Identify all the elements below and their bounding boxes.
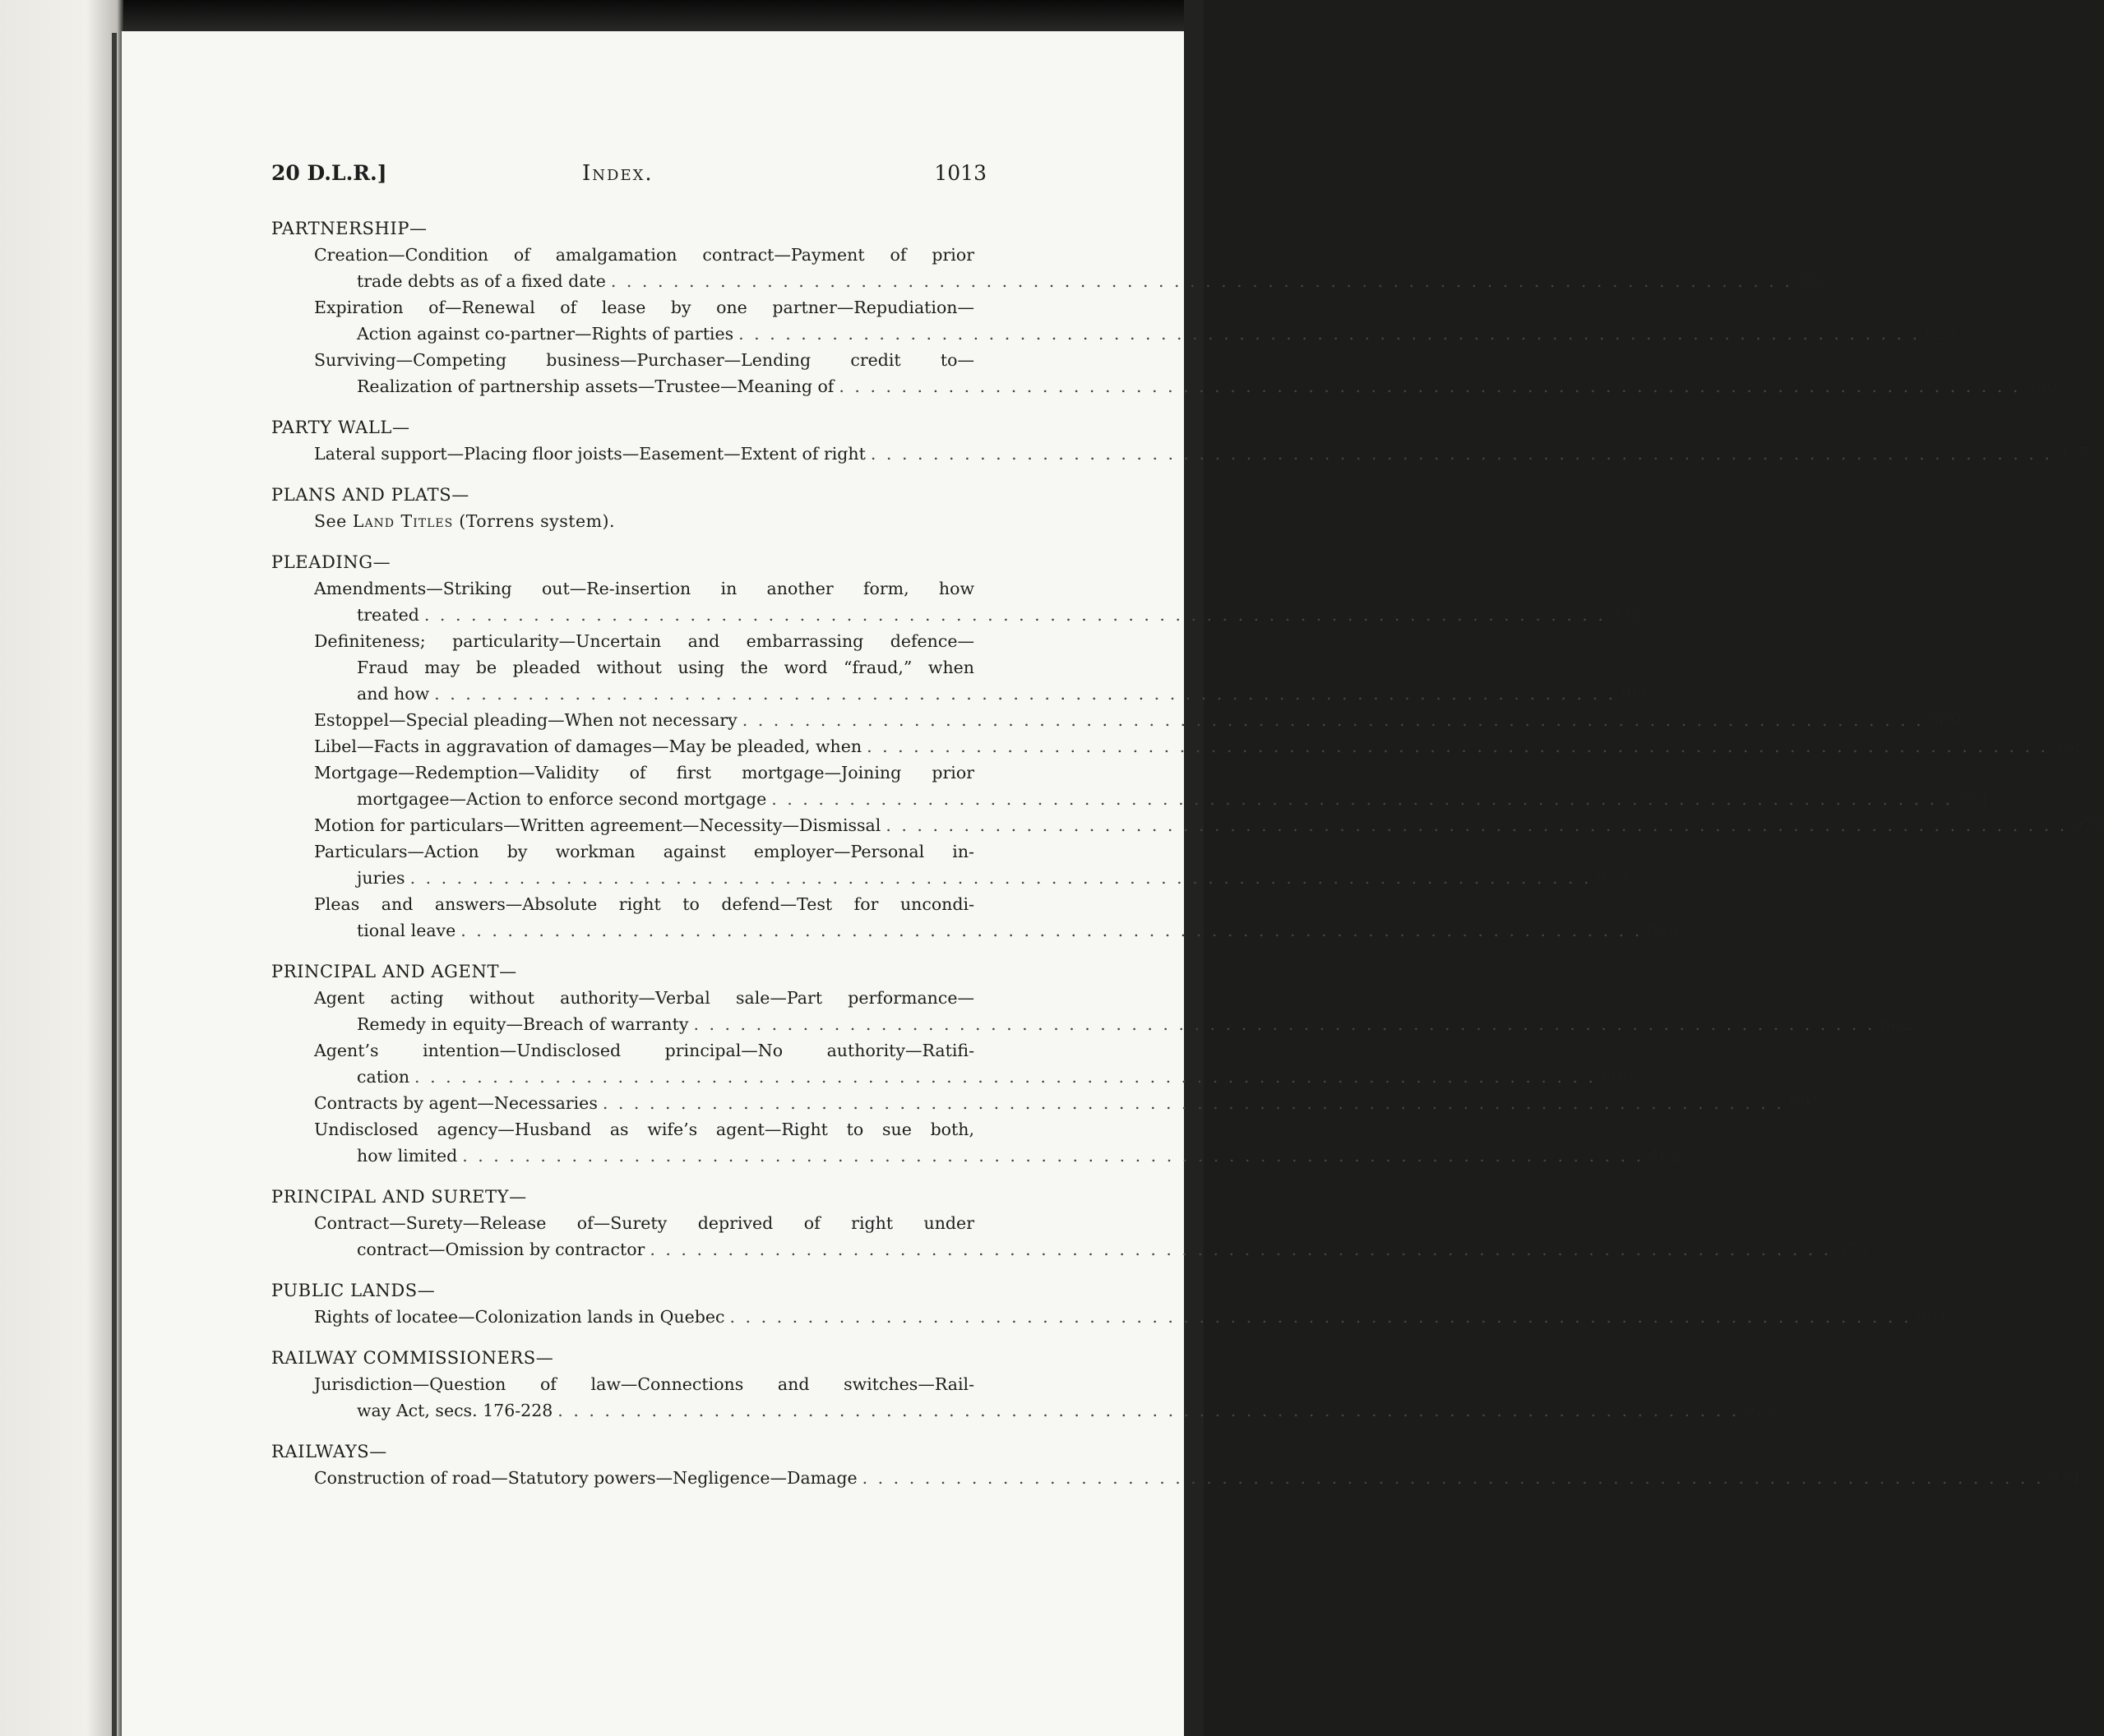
index-entry bbox=[271, 707, 1961, 733]
index-entry bbox=[271, 760, 1991, 812]
index-entry bbox=[271, 628, 1653, 707]
entry-text: Contracts by agent—Necessaries bbox=[314, 1093, 598, 1113]
entry-text: contract—Omission by contractor bbox=[357, 1240, 645, 1259]
entry-text: Lateral support—Placing floor joists—Easement—Extent of right bbox=[314, 444, 866, 464]
dot-leader: . . . . . . . . . . . . . . . . . . . . . . . . . . . . . . . . . . . . . . . . . . . . . . . . . . . . . . . . . . . . . . . . . . . . . . . . . . . . bbox=[738, 324, 1921, 344]
see-prefix: See bbox=[314, 511, 353, 531]
index-entry bbox=[271, 1465, 2081, 1491]
section-heading: PRINCIPAL AND AGENT— bbox=[271, 962, 517, 981]
entry-line: Jurisdiction—Question of law—Connections and switches—Rail- bbox=[314, 1374, 974, 1394]
entry-line: Pleas and answers—Absolute right to defend—Test for uncondi- bbox=[314, 894, 974, 914]
binding-gutter bbox=[112, 33, 117, 1736]
entry-text: Rights of locatee—Colonization lands in Quebec bbox=[314, 1307, 725, 1327]
entry-text: how limited bbox=[357, 1146, 458, 1166]
entry-text: Construction of road—Statutory powers—Negligence—Damage bbox=[314, 1468, 858, 1488]
index-section bbox=[271, 414, 2089, 467]
entry-page-number: 609 bbox=[1601, 1067, 1634, 1087]
entry-page-number: 977 bbox=[2056, 444, 2089, 464]
index-entry bbox=[271, 1037, 1634, 1090]
dot-leader: . . . . . . . . . . . . . . . . . . . . . . . . . . . . . . . . . . . . . . . . . . . . . . . . . . . . . . . . . . . . . . . . . . . . . . . . . . . . bbox=[870, 444, 2052, 464]
entry-page-number: 979 bbox=[1596, 868, 1629, 888]
see-target: Land Titles bbox=[352, 511, 454, 531]
index-content bbox=[271, 215, 2104, 1506]
index-entry bbox=[271, 1371, 1777, 1424]
index-section bbox=[271, 1345, 1777, 1424]
dot-leader: . . . . . . . . . . . . . . . . . . . . . . . . . . . . . . . . . . . . . . . . . . . . . . . . . . . . . . . . . . . . . . . . . . . . . . . . . . . . bbox=[434, 684, 1616, 704]
index-entry bbox=[271, 575, 1644, 628]
entry-text: mortgagee—Action to enforce second mortgage bbox=[357, 789, 767, 809]
entry-line: Expiration of—Renewal of lease by one partner—Repudiation— bbox=[314, 298, 974, 317]
section-heading: PRINCIPAL AND SURETY— bbox=[271, 1187, 527, 1207]
dot-leader: . . . . . . . . . . . . . . . . . . . . . . . . . . . . . . . . . . . . . . . . . . . . . . . . . . . . . . . . . . . . . . . . . . . . . . . . . . . . bbox=[729, 1307, 1912, 1327]
running-head bbox=[271, 161, 987, 194]
entry-line: Agent acting without authority—Verbal sale—Part performance— bbox=[314, 988, 974, 1008]
volume-reference: 20 D.L.R.] bbox=[271, 161, 387, 185]
dot-leader: . . . . . . . . . . . . . . . . . . . . . . . . . . . . . . . . . . . . . . . . . . . . . . . . . . . . . . . . . . . . . . . . . . . . . . . . . . . . bbox=[462, 1146, 1644, 1166]
entry-page-number: 336 bbox=[2053, 736, 2086, 756]
index-entry bbox=[271, 812, 2104, 838]
section-heading: PUBLIC LANDS— bbox=[271, 1281, 436, 1300]
index-entry bbox=[271, 347, 2058, 399]
facing-page-edge bbox=[0, 0, 123, 1736]
page-number: 1013 bbox=[934, 161, 987, 185]
index-entry bbox=[271, 1210, 1869, 1263]
entry-page-number: 991 bbox=[1916, 1307, 1949, 1327]
dot-leader: . . . . . . . . . . . . . . . . . . . . . . . . . . . . . . . . . . . . . . . . . . . . . . . . . . . . . . . . . . . . . . . . . . . . . . . . . . . . bbox=[862, 1468, 2044, 1488]
index-entry bbox=[271, 242, 1829, 294]
entry-text: cation bbox=[357, 1067, 410, 1087]
index-section bbox=[271, 482, 974, 534]
entry-line: Particulars—Action by workman against employer—Personal in- bbox=[314, 842, 974, 861]
entry-line: Agent’s intention—Undisclosed principal—No authority—Ratifi- bbox=[314, 1041, 974, 1060]
dot-leader: . . . . . . . . . . . . . . . . . . . . . . . . . . . . . . . . . . . . . . . . . . . . . . . . . . . . . . . . . . . . . . . . . . . . . . . . . . . . bbox=[557, 1401, 1740, 1420]
index-section bbox=[271, 958, 1912, 1169]
entry-text: Realization of partnership assets—Trustee—Meaning of bbox=[357, 376, 835, 396]
section-heading: PLEADING— bbox=[271, 552, 391, 572]
dot-leader: . . . . . . . . . . . . . . . . . . . . . . . . . . . . . . . . . . . . . . . . . . . . . . . . . . . . . . . . . . . . . . . . . . . . . . . . . . . . bbox=[867, 736, 2049, 756]
entry-page-number: 948 bbox=[1647, 921, 1680, 940]
index-entry bbox=[271, 441, 2089, 467]
dot-leader: . . . . . . . . . . . . . . . . . . . . . . . . . . . . . . . . . . . . . . . . . . . . . . . . . . . . . . . . . . . . . . . . . . . . . . . . . . . . bbox=[414, 1067, 1597, 1087]
dot-leader: . . . . . . . . . . . . . . . . . . . . . . . . . . . . . . . . . . . . . . . . . . . . . . . . . . . . . . . . . . . . . . . . . . . . . . . . . . . . bbox=[839, 376, 2021, 396]
section-heading: RAILWAYS— bbox=[271, 1442, 387, 1461]
entry-text: treated bbox=[357, 605, 419, 625]
section-heading: PARTY WALL— bbox=[271, 418, 410, 437]
entry-text: Motion for particulars—Written agreement—Necessity—Dismissal bbox=[314, 815, 881, 835]
entry-text: Remedy in equity—Breach of warranty bbox=[357, 1014, 689, 1034]
running-title: Index. bbox=[582, 161, 654, 186]
index-entry bbox=[271, 1090, 1821, 1116]
entry-text: trade debts as of a fixed date bbox=[357, 271, 606, 291]
entry-page-number: 834 bbox=[2048, 1468, 2081, 1488]
entry-page-number: 897 bbox=[1788, 1093, 1821, 1113]
entry-line: Contract—Surety—Release of—Surety deprived of right under bbox=[314, 1213, 974, 1233]
scan-top-shadow bbox=[0, 0, 1204, 33]
entry-line: Definiteness; particularity—Uncertain and embarrassing defence— bbox=[314, 631, 974, 651]
index-section bbox=[271, 215, 2058, 399]
entry-page-number: 980 bbox=[1796, 271, 1829, 291]
dot-leader: . . . . . . . . . . . . . . . . . . . . . . . . . . . . . . . . . . . . . . . . . . . . . . . . . . . . . . . . . . . . . . . . . . . . . . . . . . . . bbox=[409, 868, 1592, 888]
cross-reference bbox=[271, 508, 974, 534]
index-section bbox=[271, 549, 2104, 944]
entry-page-number: 336 bbox=[1610, 605, 1644, 625]
entry-page-number: 978 bbox=[2072, 815, 2104, 835]
index-section bbox=[271, 1277, 1949, 1330]
entry-page-number: 478 bbox=[1836, 1240, 1869, 1259]
dot-leader: . . . . . . . . . . . . . . . . . . . . . . . . . . . . . . . . . . . . . . . . . . . . . . . . . . . . . . . . . . . . . . . . . . . . . . . . . . . . bbox=[650, 1240, 1832, 1259]
section-heading: RAILWAY COMMISSIONERS— bbox=[271, 1348, 554, 1368]
entry-page-number: 781 bbox=[1958, 789, 1991, 809]
dot-leader: . . . . . . . . . . . . . . . . . . . . . . . . . . . . . . . . . . . . . . . . . . . . . . . . . . . . . . . . . . . . . . . . . . . . . . . . . . . . bbox=[771, 789, 1954, 809]
section-heading: PLANS AND PLATS— bbox=[271, 485, 469, 505]
entry-page-number: 966 bbox=[1621, 684, 1653, 704]
entry-text: Action against co-partner—Rights of parties bbox=[357, 324, 734, 344]
entry-page-number: 914 bbox=[1744, 1401, 1777, 1420]
dot-leader: . . . . . . . . . . . . . . . . . . . . . . . . . . . . . . . . . . . . . . . . . . . . . . . . . . . . . . . . . . . . . . . . . . . . . . . . . . . . bbox=[742, 710, 1924, 730]
dot-leader: . . . . . . . . . . . . . . . . . . . . . . . . . . . . . . . . . . . . . . . . . . . . . . . . . . . . . . . . . . . . . . . . . . . . . . . . . . . . bbox=[693, 1014, 1875, 1034]
entry-text: and how bbox=[357, 684, 430, 704]
index-section bbox=[271, 1184, 1869, 1263]
entry-text: way Act, secs. 176-228 bbox=[357, 1401, 553, 1420]
dot-leader: . . . . . . . . . . . . . . . . . . . . . . . . . . . . . . . . . . . . . . . . . . . . . . . . . . . . . . . . . . . . . . . . . . . . . . . . . . . . bbox=[423, 605, 1606, 625]
entry-line: Undisclosed agency—Husband as wife’s agent—Right to sue both, bbox=[314, 1120, 974, 1139]
entry-page-number: 463 bbox=[1649, 1146, 1681, 1166]
entry-line: Amendments—Striking out—Re-insertion in another form, how bbox=[314, 579, 974, 598]
index-entry bbox=[271, 1116, 1681, 1169]
entry-page-number: 682 bbox=[1880, 1014, 1912, 1034]
see-suffix: (Torrens system). bbox=[453, 511, 616, 531]
entry-line: Surviving—Competing business—Purchaser—Lending credit to— bbox=[314, 350, 974, 370]
entry-text: Libel—Facts in aggravation of damages—May be pleaded, when bbox=[314, 736, 862, 756]
entry-line: Mortgage—Redemption—Validity of first mortgage—Joining prior bbox=[314, 763, 974, 783]
dot-leader: . . . . . . . . . . . . . . . . . . . . . . . . . . . . . . . . . . . . . . . . . . . . . . . . . . . . . . . . . . . . . . . . . . . . . . . . . . . . bbox=[602, 1093, 1784, 1113]
section-heading: PARTNERSHIP— bbox=[271, 219, 428, 238]
index-entry bbox=[271, 294, 1958, 347]
index-entry bbox=[271, 891, 1680, 944]
entry-page-number: 960 bbox=[2025, 376, 2058, 396]
entry-page-number: 622 bbox=[1925, 324, 1958, 344]
index-entry bbox=[271, 985, 1912, 1037]
entry-text: tional leave bbox=[357, 921, 456, 940]
dot-leader: . . . . . . . . . . . . . . . . . . . . . . . . . . . . . . . . . . . . . . . . . . . . . . . . . . . . . . . . . . . . . . . . . . . . . . . . . . . . bbox=[610, 271, 1792, 291]
dot-leader: . . . . . . . . . . . . . . . . . . . . . . . . . . . . . . . . . . . . . . . . . . . . . . . . . . . . . . . . . . . . . . . . . . . . . . . . . . . . bbox=[886, 815, 2068, 835]
index-entry bbox=[271, 1304, 1949, 1330]
entry-line: Fraud may be pleaded without using the word “fraud,” when bbox=[357, 658, 974, 677]
entry-line: Creation—Condition of amalgamation contract—Payment of prior bbox=[314, 245, 974, 265]
index-section bbox=[271, 1438, 2081, 1491]
entry-text: juries bbox=[357, 868, 405, 888]
index-entry bbox=[271, 733, 2086, 760]
entry-page-number: 569 bbox=[1928, 710, 1961, 730]
dot-leader: . . . . . . . . . . . . . . . . . . . . . . . . . . . . . . . . . . . . . . . . . . . . . . . . . . . . . . . . . . . . . . . . . . . . . . . . . . . . bbox=[460, 921, 1643, 940]
index-entry bbox=[271, 838, 1629, 891]
entry-text: Estoppel—Special pleading—When not necessary bbox=[314, 710, 738, 730]
